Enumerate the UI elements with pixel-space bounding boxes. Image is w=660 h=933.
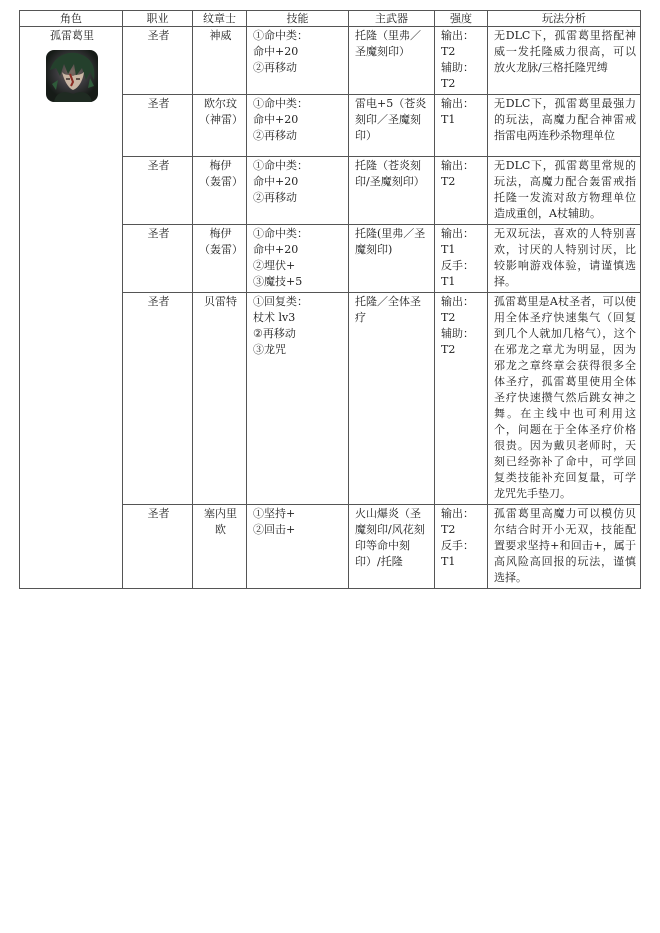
class-cell: 圣者 [123, 293, 193, 505]
skills-cell: ①坚持+ ②回击+ [247, 505, 349, 589]
tier-cell: 输出：T2 辅助：T2 [435, 293, 488, 505]
skills-cell: ①命中类： 命中+20 ②再移动 [247, 95, 349, 157]
character-build-table [19, 10, 641, 589]
emblem-cell: 梅伊（轰雷） [193, 157, 247, 225]
analysis-cell: 无DLC下，孤雷葛里最强力的玩法，高魔力配合神雷戒指雷电两连秒杀物理单位 [488, 95, 641, 157]
header-role: 角色 [20, 11, 123, 27]
weapon-cell: 托隆（里弗／圣魔刻印） [349, 27, 435, 95]
tier-cell: 输出：T1 [435, 95, 488, 157]
weapon-cell: 托隆(里弗／圣魔刻印) [349, 225, 435, 293]
skills-cell: ①命中类： 命中+20 ②埋伏+ ③魔技+5 [247, 225, 349, 293]
character-portrait-icon [46, 50, 98, 102]
emblem-cell: 贝雷特 [193, 293, 247, 505]
class-cell: 圣者 [123, 225, 193, 293]
tier-cell: 输出：T2 反手：T1 [435, 505, 488, 589]
skills-cell: ①命中类： 命中+20 ②再移动 [247, 27, 349, 95]
class-cell: 圣者 [123, 95, 193, 157]
emblem-cell: 神威 [193, 27, 247, 95]
character-name: 孤雷葛里 [50, 29, 94, 42]
header-class: 职业 [123, 11, 193, 27]
role-cell [20, 27, 123, 589]
analysis-cell: 孤雷葛里高魔力可以模仿贝尔结合时开小无双，技能配置要求坚持+和回击+，属于高风险高回报的玩法，谨慎选择。 [488, 505, 641, 589]
skills-cell: ①回复类： 杖术 lv3 ②再移动 ③龙咒 [247, 293, 349, 505]
analysis-cell: 孤雷葛里是A杖圣者，可以使用全体圣疗快速集气（回复到几个人就加几格气），这个在邪龙之章尤为明显，因为邪龙之章终章会获得很多全体圣疗，孤雷葛里使用全体圣疗快速攒气然后跳女神之舞。在主线中也可利用这个，问题在于全体圣疗价格很贵。因为戴贝老师时，天刻已经弥补了命中，可学回复类技能补充回复量，可学龙咒先手垫刀。 [488, 293, 641, 505]
table-header-row [20, 11, 641, 27]
tier-cell: 输出：T2 辅助：T2 [435, 27, 488, 95]
emblem-cell: 塞内里欧 [193, 505, 247, 589]
emblem-cell: 欧尔玟（神雷） [193, 95, 247, 157]
analysis-cell: 无双玩法，喜欢的人特别喜欢，讨厌的人特别讨厌，比较影响游戏体验，请谨慎选择。 [488, 225, 641, 293]
header-emblem: 纹章士 [193, 11, 247, 27]
tier-cell: 输出：T1 反手：T1 [435, 225, 488, 293]
emblem-cell: 梅伊（轰雷） [193, 225, 247, 293]
header-weapon: 主武器 [349, 11, 435, 27]
weapon-cell: 雷电+5（苍炎刻印／圣魔刻印） [349, 95, 435, 157]
header-tier: 强度 [435, 11, 488, 27]
class-cell: 圣者 [123, 27, 193, 95]
analysis-cell: 无DLC下，孤雷葛里常规的玩法，高魔力配合轰雷戒指托隆一发流对敌方物理单位造成重创，A杖辅助。 [488, 157, 641, 225]
class-cell: 圣者 [123, 505, 193, 589]
analysis-cell: 无DLC下，孤雷葛里搭配神威一发托隆威力很高，可以放火龙脉/三格托隆咒缚 [488, 27, 641, 95]
tier-cell: 输出：T2 [435, 157, 488, 225]
weapon-cell: 托隆／全体圣疗 [349, 293, 435, 505]
weapon-cell: 火山爆炎（圣魔刻印/风花刻印等命中刻印）/托隆 [349, 505, 435, 589]
header-skills: 技能 [247, 11, 349, 27]
header-analysis: 玩法分析 [488, 11, 641, 27]
skills-cell: ①命中类： 命中+20 ②再移动 [247, 157, 349, 225]
weapon-cell: 托隆（苍炎刻印/圣魔刻印） [349, 157, 435, 225]
class-cell: 圣者 [123, 157, 193, 225]
table-row [20, 27, 641, 95]
